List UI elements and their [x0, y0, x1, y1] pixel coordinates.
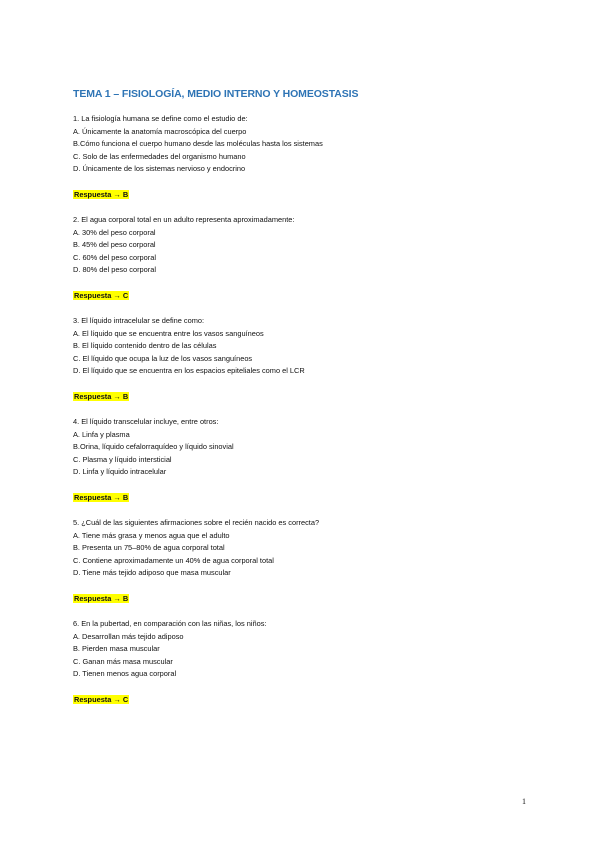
option-b: B. 45% del peso corporal — [73, 240, 156, 250]
option-c: C. 60% del peso corporal — [73, 252, 156, 262]
option-a: A. Linfa y plasma — [73, 429, 130, 439]
option-c: C. Solo de las enfermedades del organismo humano — [73, 151, 246, 161]
option-d: D. El líquido que se encuentra en los espacios epiteliales como el LCR — [73, 366, 305, 376]
option-c: C. Plasma y líquido intersticial — [73, 454, 172, 464]
answer-highlight: Respuesta → C — [74, 290, 129, 300]
option-a: A. Desarrollan más tejido adiposo — [73, 631, 184, 641]
option-c: C. Ganan más masa muscular — [73, 656, 173, 666]
question-text: 5. ¿Cuál de las siguientes afirmaciones sobre el recién nacido es correcta? — [73, 518, 320, 527]
question-block-5 — [73, 517, 543, 606]
option-c: C. Contiene aproximadamente un 40% de agua corporal total — [73, 555, 274, 565]
option-d: D. 80% del peso corporal — [73, 265, 156, 275]
question-text: 2. El agua corporal total en un adulto representa aproximadamente: — [73, 215, 295, 224]
answer-highlight: Respuesta → B — [74, 391, 129, 401]
page-number: 1 — [522, 797, 526, 806]
question-text: 1. La fisiología humana se define como el estudio de: — [73, 114, 248, 123]
option-c: C. El líquido que ocupa la luz de los vasos sanguíneos — [73, 353, 253, 363]
option-a: A. 30% del peso corporal — [73, 227, 156, 237]
option-d: D. Linfa y líquido intracelular — [73, 467, 167, 477]
question-text: 6. En la pubertad, en comparación con las niñas, los niños: — [73, 619, 267, 628]
answer-highlight: Respuesta → B — [74, 492, 129, 502]
option-d: D. Tiene más tejido adiposo que masa muscular — [73, 568, 231, 578]
answer-highlight: Respuesta → B — [74, 593, 129, 603]
option-a: A. Tiene más grasa y menos agua que el adulto — [73, 530, 230, 540]
option-d: D. Únicamente de los sistemas nervioso y endocrino — [73, 164, 246, 174]
question-text: 3. El líquido intracelular se define como: — [73, 316, 205, 325]
option-b: B. Presenta un 75–80% de agua corporal total — [73, 543, 225, 553]
option-b: B. El líquido contenido dentro de las células — [73, 341, 217, 351]
question-block-1 — [73, 113, 543, 202]
question-text: 4. El líquido transcelular incluye, entre otros: — [73, 417, 219, 426]
question-block-4 — [73, 416, 543, 505]
option-b: B.Orina, líquido cefalorraquídeo y líquido sinovial — [73, 442, 234, 452]
question-block-3 — [73, 315, 543, 404]
option-b: B. Pierden masa muscular — [73, 644, 160, 654]
question-block-6 — [73, 618, 543, 707]
page-title: TEMA 1 – FISIOLOGÍA, MEDIO INTERNO Y HOMEOSTASIS — [73, 88, 359, 100]
option-a: A. El líquido que se encuentra entre los vasos sanguíneos — [73, 328, 264, 338]
answer-highlight: Respuesta → C — [74, 694, 129, 704]
option-d: D. Tienen menos agua corporal — [73, 669, 177, 679]
option-b: B.Cómo funciona el cuerpo humano desde las moléculas hasta los sistemas — [73, 139, 323, 149]
answer-highlight: Respuesta → B — [74, 189, 129, 199]
option-a: A. Únicamente la anatomía macroscópica del cuerpo — [73, 126, 247, 136]
question-block-2 — [73, 214, 543, 303]
